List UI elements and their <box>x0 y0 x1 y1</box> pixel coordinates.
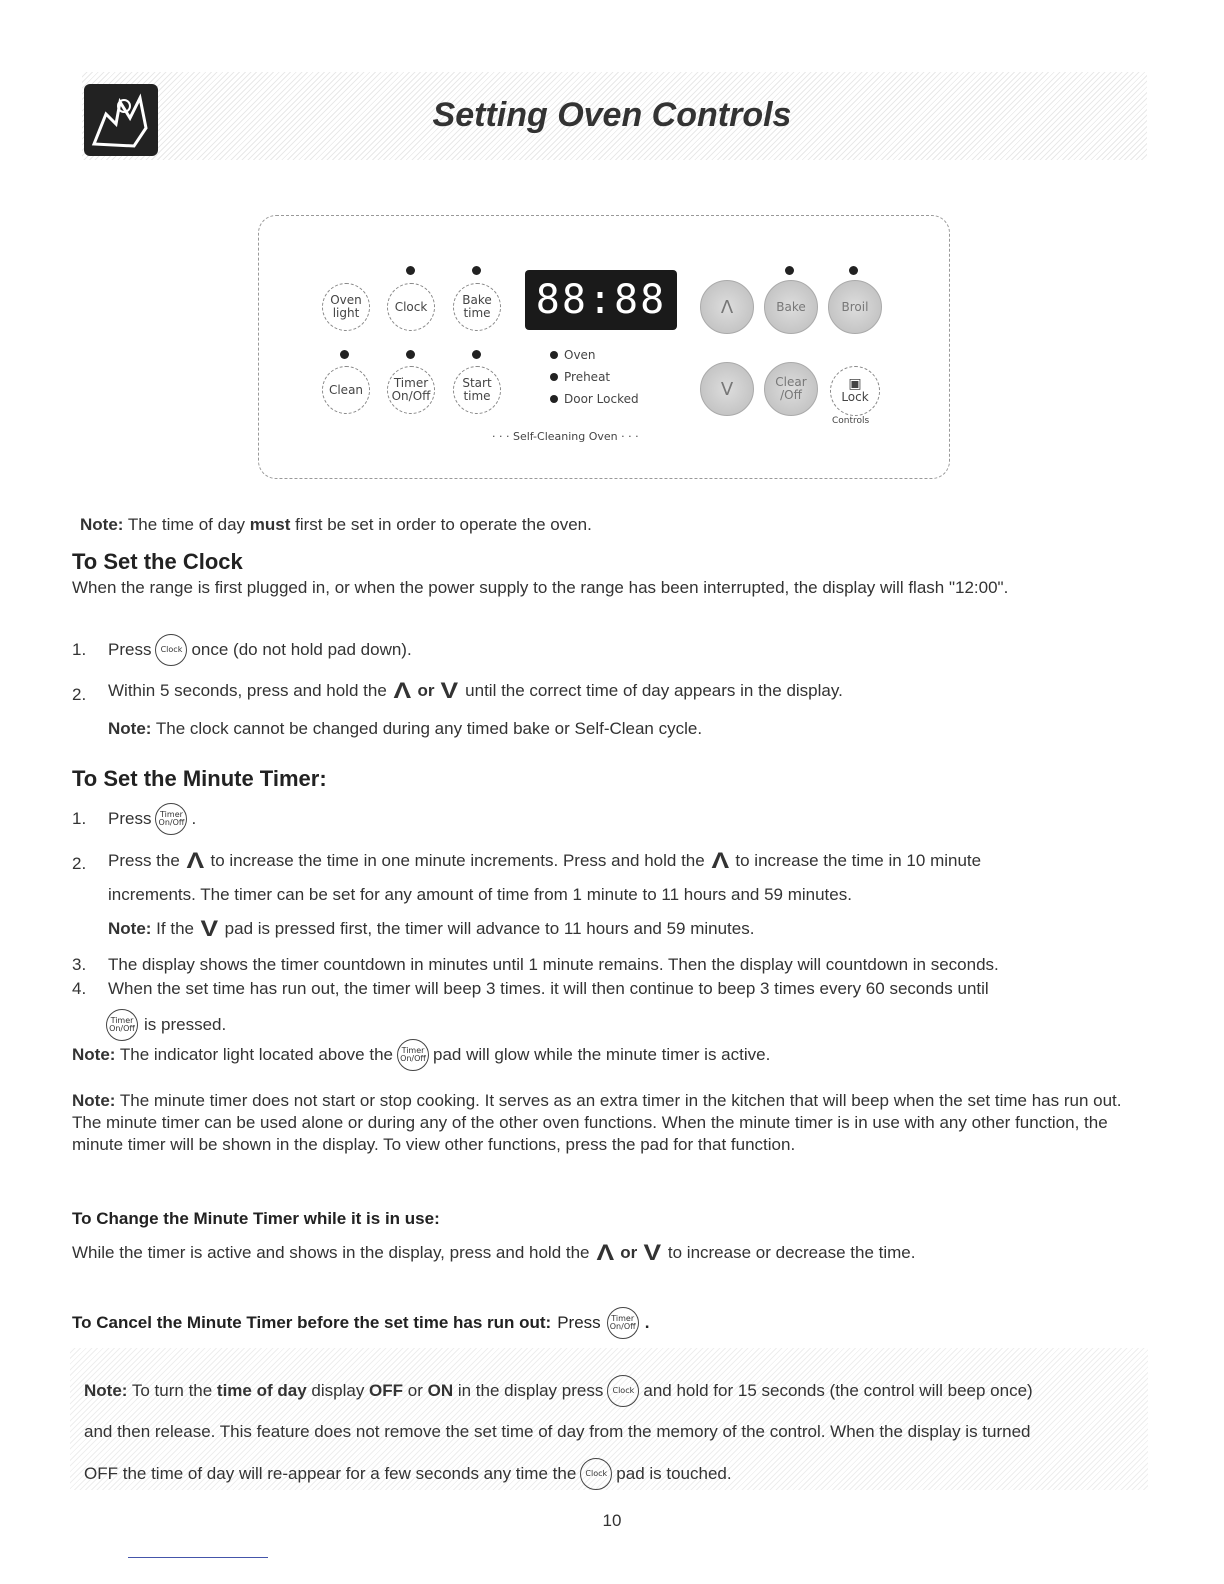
indicator-dot <box>472 266 481 275</box>
timer-pad-icon: Timer On/Off <box>155 803 187 835</box>
timer-note-2: Note: The indicator light located above the Timer On/Off pad will glow while the minute timer is active. <box>72 1038 770 1072</box>
step-number: 1. <box>72 640 87 659</box>
note-bottom-line-1: Note: To turn the time of day display OFF or ON in the display press Clock and hold for 15 seconds (the control will beep once) <box>84 1374 1033 1408</box>
timer-note-3: Note: The minute timer does not start or stop cooking. It serves as an extra timer in the kitchen that will beep when the set time has run out. The minute timer can be used alone or during any of the other oven functions. When the minute timer is in use with any other function, the minute timer will be shown in the display. To view other functions, press the pad for that function. <box>72 1091 1122 1154</box>
note-bottom-line-2: and then release. This feature does not remove the set time of day from the memory of the control. When the display is turned <box>84 1422 1031 1441</box>
step-number: 1. <box>72 809 87 828</box>
broil-button[interactable]: Broil <box>828 280 882 334</box>
timer-step-4-cont: Timer On/Off is pressed. <box>106 1008 226 1042</box>
clock-heading: To Set the Clock <box>72 549 243 574</box>
page-number: 10 <box>602 1511 622 1530</box>
timer-step-4: When the set time has run out, the timer will beep 3 times. it will then continue to beep 3 times every 60 seconds until <box>108 979 989 998</box>
down-arrow-icon: V <box>441 678 459 703</box>
clock-step-1: Press Clock once (do not hold pad down). <box>108 633 412 667</box>
indicator-oven: Oven <box>550 348 596 362</box>
bake-time-button[interactable]: Bake time <box>453 283 501 331</box>
timer-pad-icon: Timer On/Off <box>106 1009 138 1041</box>
footer-rule <box>128 1557 268 1558</box>
indicator-dot <box>406 266 415 275</box>
indicator-dot <box>472 350 481 359</box>
self-cleaning-label: · · · Self-Cleaning Oven · · · <box>492 430 639 443</box>
indicator-door-locked: Door Locked <box>550 392 639 406</box>
bake-button[interactable]: Bake <box>764 280 818 334</box>
step-number: 4. <box>72 979 87 998</box>
clear-off-button[interactable]: Clear /Off <box>764 362 818 416</box>
clock-intro: When the range is first plugged in, or when the power supply to the range has been interrupted, the display will flash "12:00". <box>72 578 1009 597</box>
timer-pad-icon: Timer On/Off <box>607 1307 639 1339</box>
note-bottom-line-3: OFF the time of day will re-appear for a few seconds any time the Clock pad is touched. <box>84 1457 732 1491</box>
timer-onoff-button[interactable]: Timer On/Off <box>387 366 435 414</box>
change-timer-heading: To Change the Minute Timer while it is in use: <box>72 1209 440 1228</box>
up-arrow-icon: Λ <box>711 848 729 873</box>
up-arrow-icon: Λ <box>393 678 411 703</box>
note-time-of-day: Note: The time of day must first be set in order to operate the oven. <box>80 515 592 534</box>
up-arrow-button[interactable]: Λ <box>700 280 754 334</box>
timer-step-3: The display shows the timer countdown in minutes until 1 minute remains. Then the display will countdown in seconds. <box>108 955 999 974</box>
indicator-dot <box>849 266 858 275</box>
clock-note: Note: The clock cannot be changed during any timed bake or Self-Clean cycle. <box>108 719 703 738</box>
page-title: Setting Oven Controls <box>432 96 792 134</box>
down-arrow-button[interactable]: V <box>700 362 754 416</box>
clock-pad-icon: Clock <box>607 1375 639 1407</box>
cancel-timer-line: To Cancel the Minute Timer before the set time has run out: Press Timer On/Off . <box>72 1306 649 1340</box>
up-arrow-icon: Λ <box>596 1240 614 1265</box>
timer-step-2: Press the Λ to increase the time in one minute increments. Press and hold the Λ to increase the time in 10 minute <box>108 848 982 873</box>
padlock-icon: ▣ <box>848 376 862 392</box>
timer-step-1: Press Timer On/Off . <box>108 802 196 836</box>
lock-button[interactable]: ▣ Lock <box>830 366 880 416</box>
start-time-button[interactable]: Start time <box>453 366 501 414</box>
indicator-dot <box>340 350 349 359</box>
step-number: 2. <box>72 854 87 873</box>
clock-step-2: Within 5 seconds, press and hold the Λ or V until the correct time of day appears in the display. <box>108 678 843 703</box>
down-arrow-icon: V <box>643 1240 662 1265</box>
oven-light-button[interactable]: Oven light <box>322 283 370 331</box>
indicator-dot <box>785 266 794 275</box>
clean-button[interactable]: Clean <box>322 366 370 414</box>
timer-pad-icon: Timer On/Off <box>397 1039 429 1071</box>
timer-step-2-cont: increments. The timer can be set for any amount of time from 1 minute to 11 hours and 59 minutes. <box>108 885 852 904</box>
timer-heading: To Set the Minute Timer: <box>72 766 327 791</box>
timer-note: Note: If the V pad is pressed first, the timer will advance to 11 hours and 59 minutes. <box>108 916 755 941</box>
change-timer-text: While the timer is active and shows in the display, press and hold the Λ or V to increase or decrease the time. <box>72 1240 916 1265</box>
controls-label: Controls <box>832 416 870 426</box>
indicator-dot <box>406 350 415 359</box>
clock-pad-icon: Clock <box>155 634 187 666</box>
clock-display: 88:88 <box>525 270 677 330</box>
indicator-preheat: Preheat <box>550 370 610 384</box>
step-number: 2. <box>72 685 87 704</box>
up-arrow-icon: Λ <box>186 848 204 873</box>
step-number: 3. <box>72 955 87 974</box>
down-arrow-icon: V <box>200 916 219 941</box>
clock-button[interactable]: Clock <box>387 283 435 331</box>
clock-pad-icon: Clock <box>580 1458 612 1490</box>
